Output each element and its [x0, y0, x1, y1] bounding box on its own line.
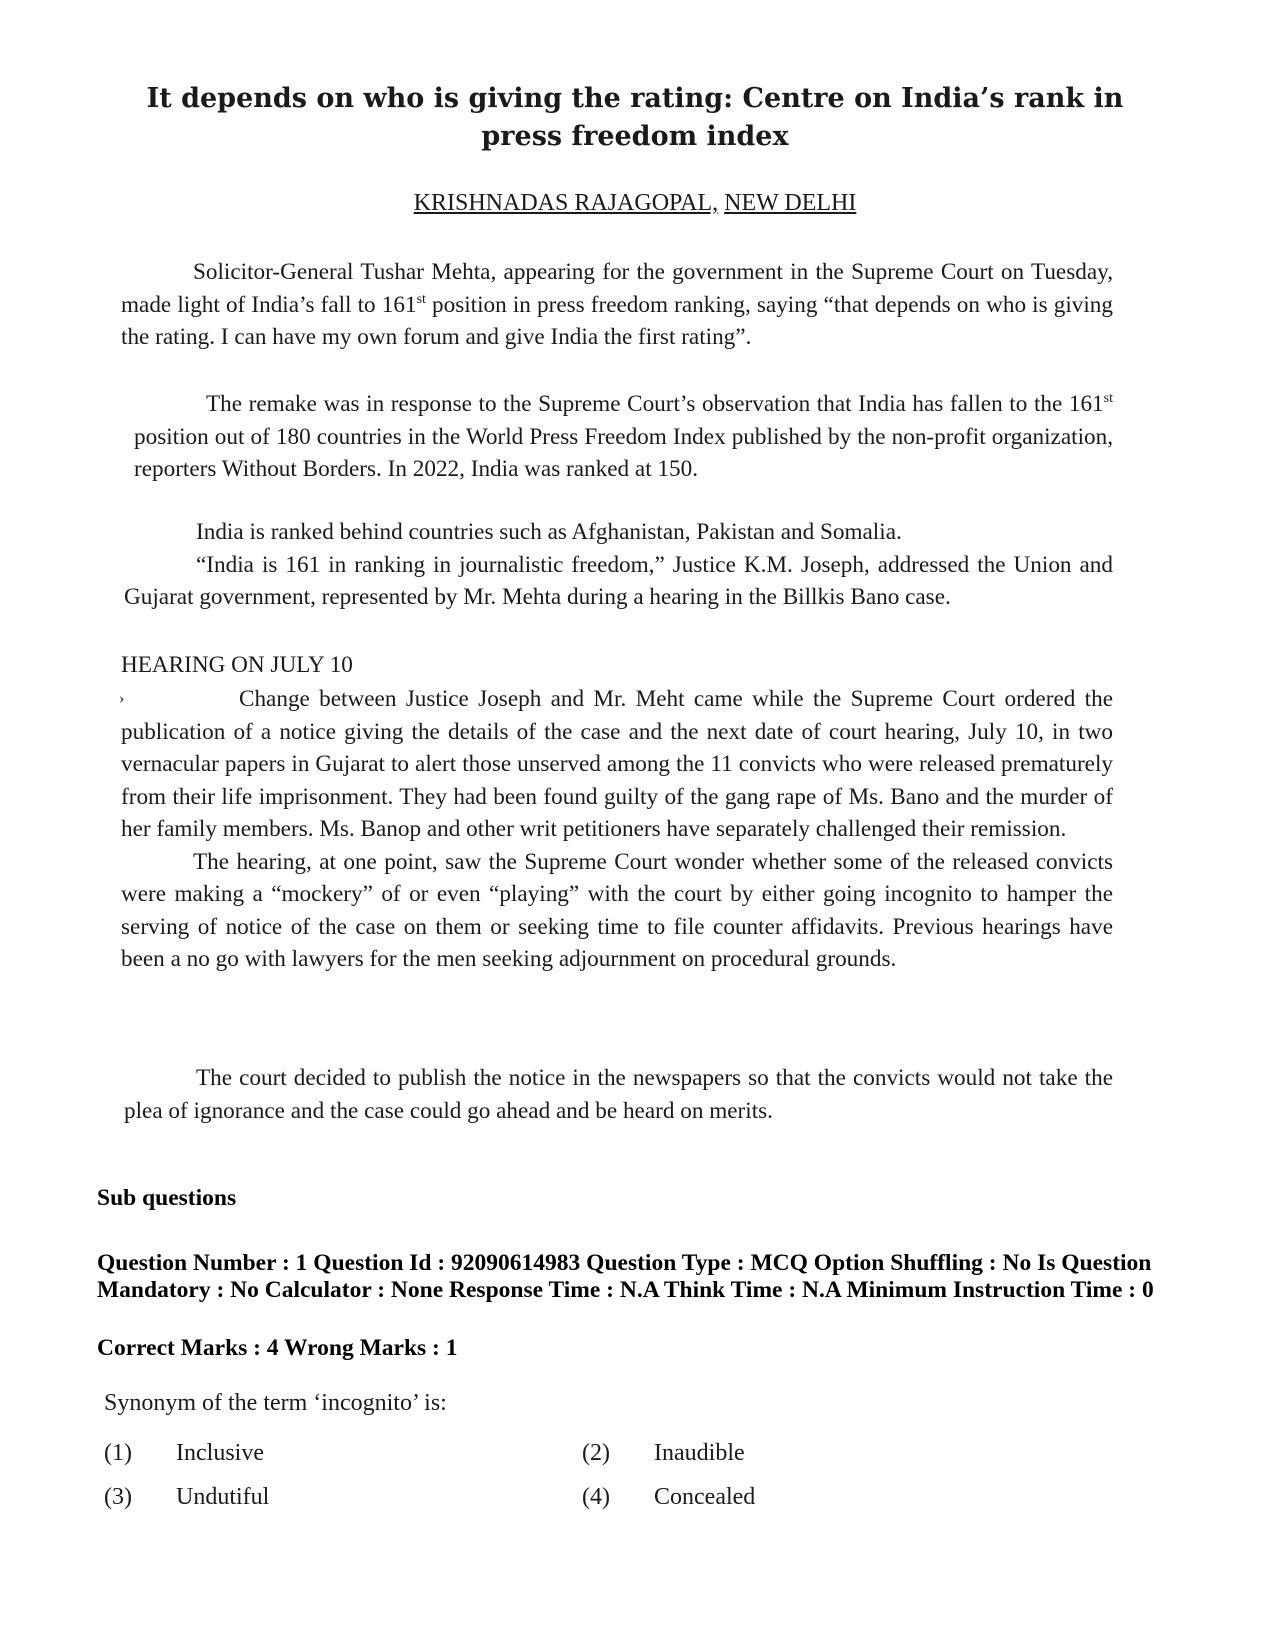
option-3[interactable]	[104, 1482, 269, 1512]
option-1[interactable]	[104, 1438, 264, 1468]
article-paragraph-4: “India is 161 in ranking in journalistic freedom,” Justice K.M. Joseph, addressed the Union and Gujarat government, represented by Mr. Mehta during a hearing in the Billkis Bano case.	[124, 551, 1113, 610]
option-number: (3)	[104, 1484, 132, 1510]
article-block-5	[124, 1062, 1113, 1127]
article-block-3	[124, 516, 1113, 614]
option-label: Concealed	[654, 1484, 756, 1510]
article-block-2	[134, 388, 1113, 486]
article-paragraph-7: The court decided to publish the notice in the newspapers so that the convicts would not take the plea of ignorance and the case could go ahead and be heard on merits.	[124, 1065, 1113, 1124]
option-label: Inclusive	[176, 1440, 264, 1466]
option-label: Inaudible	[654, 1440, 745, 1466]
byline-place: NEW DELHI	[724, 190, 857, 216]
option-number: (2)	[582, 1440, 610, 1466]
article-paragraph-6: The hearing, at one point, saw the Supreme Court wonder whether some of the released convicts were making a “mockery” of or even “playing” with the court by either going incognito to hamper the serving of notice of the case on them or seeking time to file counter affidavits. Previous hearings have been a no go with lawyers for the men seeking adjournment on procedural grounds.	[121, 848, 1113, 972]
article-byline	[110, 188, 1160, 218]
article-title: It depends on who is giving the rating: Centre on India’s rank in press freedom index	[146, 83, 1124, 152]
article-block-1	[121, 256, 1113, 354]
question-text: Synonym of the term ‘incognito’ is:	[104, 1390, 447, 1416]
byline-author: KRISHNADAS RAJAGOPAL,	[413, 190, 719, 216]
article-paragraph-3: India is ranked behind countries such as Afghanistan, Pakistan and Somalia.	[196, 519, 902, 545]
option-number: (4)	[582, 1484, 610, 1510]
stray-mark: ›	[119, 690, 125, 707]
question-marks: Correct Marks : 4 Wrong Marks : 1	[97, 1335, 458, 1361]
option-number: (1)	[104, 1440, 132, 1466]
article-block-4	[121, 683, 1113, 976]
article-paragraph-2: The remake was in response to the Supreme Court’s observation that India has fallen to the 161st position out of 180 countries in the World Press Freedom Index published by the non-profit organization, reporters Without Borders. In 2022, India was ranked at 150.	[134, 391, 1113, 482]
article-paragraph-5: Change between Justice Joseph and Mr. Meht came while the Supreme Court ordered the publication of a notice giving the details of the case and the next date of court hearing, July 10, in two vernacular papers in Gujarat to alert those unserved among the 11 convicts who were released prematurely from their life imprisonment. They had been found guilty of the gang rape of Ms. Bano and the murder of her family members. Ms. Banop and other writ petitioners have separately challenged their remission.	[121, 686, 1113, 842]
article-paragraph-1: Solicitor-General Tushar Mehta, appearing for the government in the Supreme Court on Tuesday, made light of India’s fall to 161st position in press freedom ranking, saying “that depends on who is giving the rating. I can have my own forum and give India the first rating”.	[121, 259, 1113, 350]
option-label: Undutiful	[176, 1484, 270, 1510]
question-info: Question Number : 1 Question Id : 92090614983 Question Type : MCQ Option Shuffling : No Is Question Mandatory : No Calculator : None Response Time : N.A Think Time : N.A Minimum Instruction Time : 0	[97, 1250, 1154, 1303]
sub-questions-label: Sub questions	[97, 1185, 237, 1211]
option-2[interactable]	[582, 1438, 745, 1468]
option-4[interactable]	[582, 1482, 755, 1512]
section-heading: HEARING ON JULY 10	[121, 652, 353, 678]
